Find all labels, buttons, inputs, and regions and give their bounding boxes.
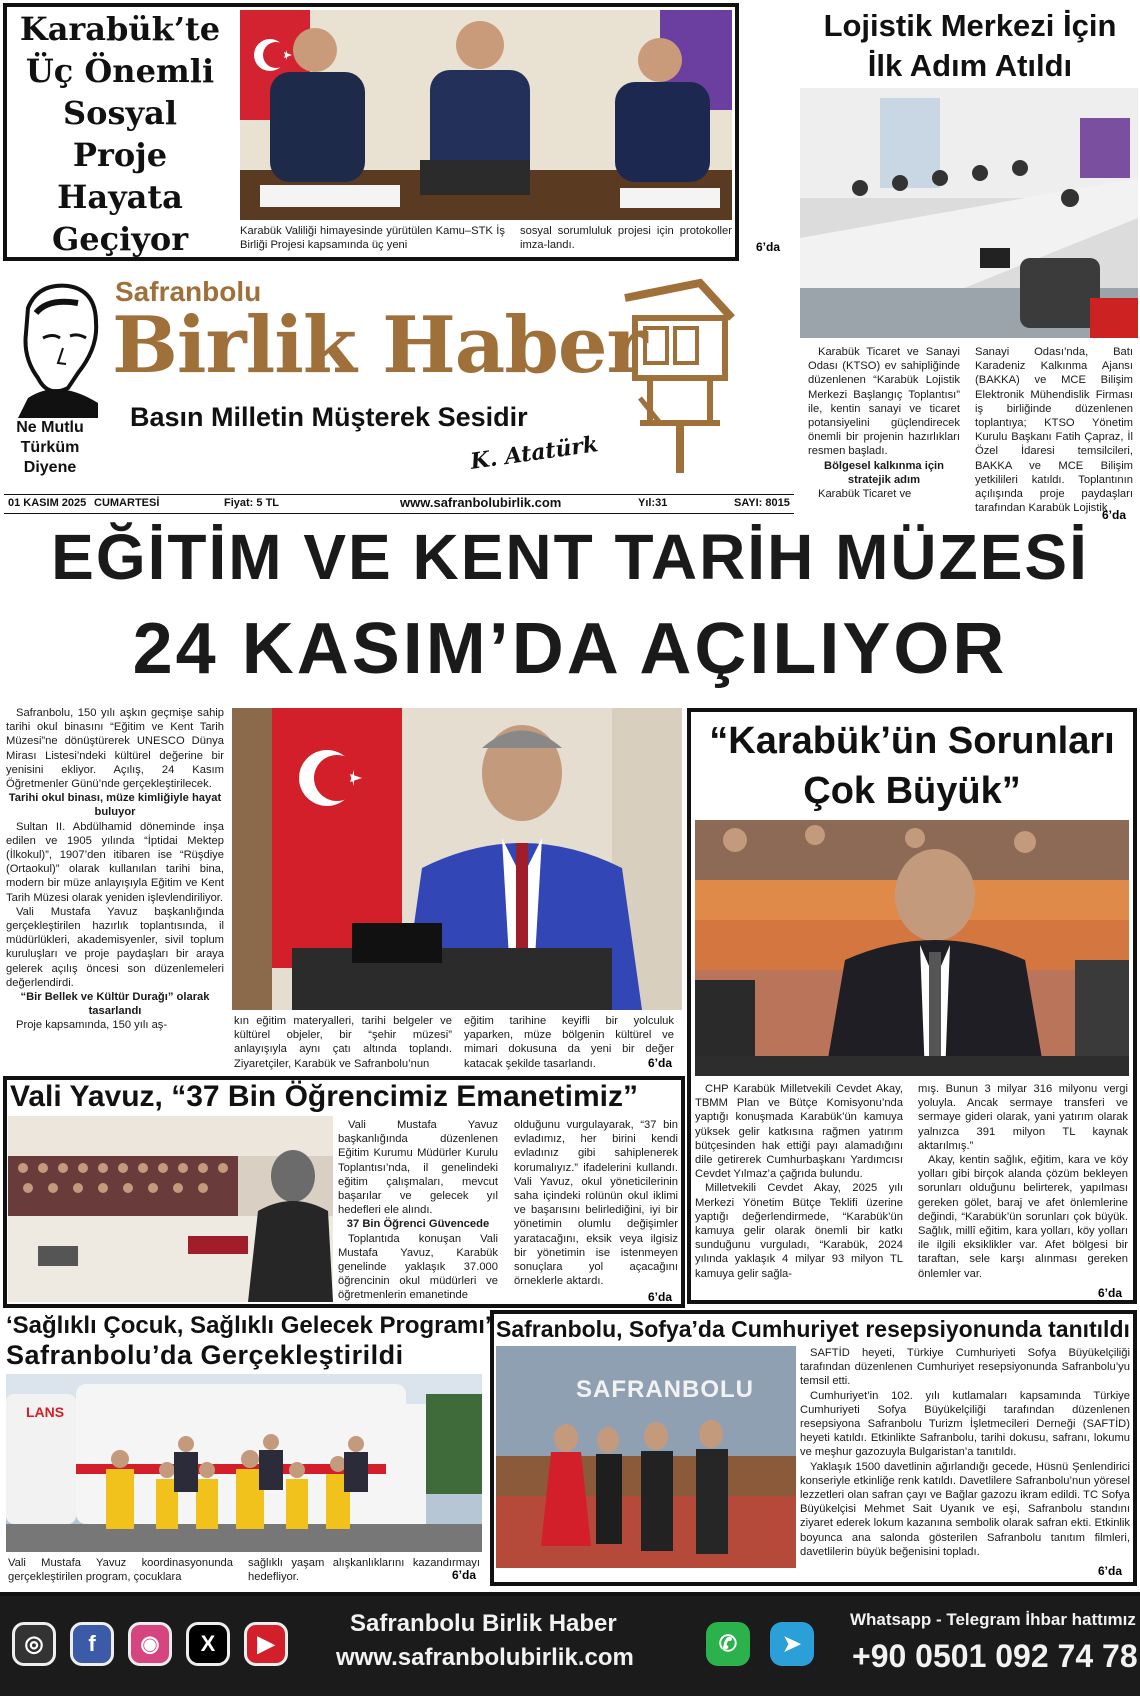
akay-parliament-photo [695,820,1129,1076]
logistics-col-2 [975,345,1133,515]
sofia-headline: Safranbolu, Sofya’da Cumhuriyet resepsiyonunda tanıtıldı [496,1316,1130,1342]
masthead-city: Safranbolu [115,276,262,307]
headline-line: Proje [72,136,168,174]
telegram-icon[interactable]: ➤ [770,1622,814,1666]
museum-subhead: “Bir Bellek ve Kültür Durağı” olarak tasarlandı [20,991,210,1018]
yavuz-paragraph: olduğunu vurgulayarak, “37 bin evladımız, her birini kendi evladınız gibi sahiplenerek korumalıyız.” ifadelerini kullandı. Vali Yavuz, okul yöneticilerinin saha içindeki rolünün okul iklimi ve başarısını belirlediğini, iyi bir yönetimin olumlu değişimler yaratacağını, eksik veya ilgisiz bir yönetimin ise istenmeyen sonuçlara yol açacağını örneklerle aktardı. [514,1119,678,1288]
ataturk-signature: K. Atatürk [468,431,600,475]
top-story-more-link[interactable]: 6’da [756,240,781,254]
logistics-col-1 [808,345,960,501]
akay-paragraph: Milletvekili Cevdet Akay, 2025 yılı Merkezi Yönetim Bütçe Teklifi üzerine yaptığı değerlendirmede, “Karabük’ün kamuya gelir olarak önemli bir katkı sunduğunu vurguladı, “Karabük, 2024 yılında yaklaşık 4 milyar 93 milyon TL kamuya gelir sağla- [695,1182,903,1280]
logistics-meeting-photo [800,88,1138,338]
facebook-icon[interactable]: f [70,1622,114,1666]
headline-line: Üç Önemli [25,52,215,90]
top-story-headline [10,8,230,260]
main-headline-2: 24 KASIM’DA AÇILIYOR [132,609,1008,689]
issue-date: 01 KASIM 2025 [8,497,87,509]
masthead-slogan: Basın Milletin Müşterek Sesidir [130,402,528,432]
sofia-backdrop-text: SAFRANBOLU [576,1376,754,1403]
ataturk-quote [4,418,96,478]
quote-line: Ne Mutlu [16,419,84,436]
sofia-paragraph: Yaklaşık 1500 davetlinin ağırlandığı gecede, Hüsnü Şenlendirici konseriyle etkinliğe renk katıldı. Davetlilere Safranbolu’nun yöresel lezzetleri olan safran çayı ve Bağlar gazozu ikram edildi. TC Sofya Büyükelçisi Mehmet Sait Uyanık ve eşi, Safranbolu standını ziyaret ederek lokum kazanına sembolik olarak safran ekti. Etkinlik boyunca ana salonda gösterilen Safranbolu tanıtım filmleri, davetlilerin büyük beğenisini topladı. [800,1460,1130,1558]
social-icons [12,1622,302,1666]
museum-caption-right: eğitim tarihine keyifli bir yolculuk yaparken, müze bölgenin kültürel ve mimari dokusuna da yeni bir değer katacak şekilde tasarlandı. [464,1015,674,1070]
museum-paragraph: Vali Mustafa Yavuz başkanlığında gerçekleştirilen hazırlık toplantısında, il müdürlükleri, akademisyenler, sivil toplum kuruluşları ve proje paydaşları bir araya gelerek açılış öncesi son düzenlemeleri değerlendirdi. [6,905,224,989]
akay-col-2 [918,1082,1128,1281]
headline-line: Lojistik Merkezi İçin [823,8,1117,43]
youtube-icon[interactable]: ▶ [244,1622,288,1666]
yavuz-paragraph: Vali Mustafa Yavuz başkanlığında düzenlenen Eğitim Kurumu Müdürler Kurulu Toplantısı’nda, il genelindeki eğitim çalışmaları, mevcut başarılar ve gelecek yıl hedefleri ele alındı. [338,1119,498,1217]
health-program-photo [6,1374,482,1552]
protocol-signing-photo [240,10,732,220]
museum-paragraph: Proje kapsamında, 150 yılı aş- [16,1019,168,1032]
museum-story-col [6,706,224,1033]
sofia-col [800,1346,1130,1559]
ambulance-group-illustration [6,1374,482,1552]
governor-photo [232,708,682,1010]
house-logo [620,278,735,478]
headline-line: Hayata [57,178,183,216]
headline-line: Karabük’te [19,10,221,48]
museum-caption-left: kın eğitim materyalleri, tarihi belgeler ve kültürel objeler, bir “şehir müzesi” anlayışıyla aynı çatı altında toplandı. Ziyaretçiler, Karabük ve Safranbolu’nun [234,1015,452,1070]
footer-bar [0,1592,1140,1696]
issue-number: SAYI: 8015 [734,497,790,509]
parliament-illustration [695,820,1129,1076]
yavuz-more-link[interactable]: 6’da [648,1290,673,1304]
top-story-caption-left: Karabük Valiliği himayesinde yürütülen Kamu–STK İş Birliği Projesi kapsamında üç yeni [240,225,505,252]
yavuz-col-2 [514,1118,678,1288]
sofia-reception-photo [496,1346,796,1568]
museum-more-link[interactable]: 6’da [648,1056,673,1070]
museum-paragraph: Safranbolu, 150 yılı aşkın geçmişe sahip tarihi okul binasını “Eğitim ve Kent Tarih Müzesi”ne dönüştürerek UNESCO Dünya Mirası Listesi’ndeki kültürel değerine bir yenisini ekliyor. Açılış, 24 Kasım Öğretmenler Günü’nde gerçekleştirilecek. [6,707,224,791]
yavuz-paragraph: Toplantıda konuşan Vali Mustafa Yavuz, Karabük genelinde yaklaşık 37.000 öğrencinin okul müdürleri ve öğretmenlerin emanetinde [338,1232,498,1302]
logistics-headline [800,6,1140,86]
issue-price: Fiyat: 5 TL [224,497,280,509]
top-story-caption-right: sosyal sorumluluk projesi için protokoller imza-landı. [520,225,732,252]
dribbble-icon[interactable]: ◎ [12,1622,56,1666]
akay-paragraph: mış. Bunun 3 milyar 316 milyonu vergi yoluyla. Ancak sermaye transferi ve sermaye gideri olarak, yani yatırım olarak yalnızca 391 milyon TL kaynak aktarılmış.” [918,1083,1128,1152]
logistics-paragraph: Sanayi Odası’nda, Batı Karadeniz Kalkınma Ajansı (BAKKA) ve MCE Bilişim Elektronik Mühendislik Firması iş birliğinde düzenlenen toplantıya; KTSO Yönetim Kurulu Başkanı Fatih Çapraz, İl Özel İdaresi temsilcileri, BAKKA ve MCE Bilişim yetkilileri katıldı. Toplantının açılışında proje paydaşları tarafından Karabük Lojistik [975,346,1133,515]
sofia-paragraph: SAFTİD heyeti, Türkiye Cumhuriyeti Sofya Büyükelçiliği tarafından düzenlenen Cumhuriyet resepsiyonunda Safranbolu’yu temsil etti. [800,1347,1130,1388]
website-link[interactable]: www.safranbolubirlik.com [400,495,562,510]
issue-weekday: CUMARTESİ [94,497,160,509]
governor-illustration [232,708,682,1010]
sofia-more-link[interactable]: 6’da [1098,1564,1123,1578]
health-more-link[interactable]: 6’da [452,1568,477,1582]
akay-paragraph: Akay, kentin sağlık, eğitim, kara ve köy yolları gibi birçok alanda çözüm bekleyen sorunları olduğunu belirterek, yapılması gereken gölet, baraj ve afet önlemlerine değindi, “Karabük’ün sorunları çok büyük. Sağlık, millî eğitim, kara yolları, köy yolları ile ilgili eksiklikler var. Afet bölgesi bir taraftan, sele karşı alınması gereken önlemler var. [918,1154,1128,1280]
headline-line: Çok Büyük” [803,770,1021,812]
conference-illustration [8,1116,333,1302]
ambulance-text: LANS [26,1404,65,1420]
quote-line: Türküm [20,439,80,456]
health-caption-left: Vali Mustafa Yavuz koordinasyonunda gerçekleştirilen program, çocuklara [8,1557,233,1584]
headline-line: “Karabük’ün Sorunları [709,720,1115,762]
ataturk-portrait [8,278,108,418]
main-headline-1: EĞİTİM VE KENT TARİH MÜZESİ [51,521,1089,593]
health-headline-2: Safranbolu’da Gerçekleştirildi [6,1340,404,1370]
house-logo-icon [620,278,735,478]
footer-website[interactable]: www.safranbolubirlik.com [336,1644,634,1671]
yavuz-headline: Vali Yavuz, “37 Bin Öğrencimiz Emanetimiz” [10,1080,639,1113]
footer-brand: Safranbolu Birlik Haber [350,1610,617,1637]
health-caption-right: sağlıklı yaşam alışkanlıklarını kazandırmayı hedefliyor. [248,1557,480,1584]
logistics-more-link[interactable]: 6’da [1102,508,1127,522]
museum-paragraph: Sultan II. Abdülhamid döneminde inşa edilen ve 1905 yılında “İptidai Mektep (İlkokul)”, 1907’den itibaren ise “Rüşdiye (Ortaokul)” olarak kullanılan tarihi bina, modern bir müze anlayışıyla Eğitim ve Kent Tarih Müzesi olarak yeniden işlevlendiriliyor. [6,820,224,904]
logistics-subhead: Bölgesel kalkınma için stratejik adım [823,459,944,486]
logistics-paragraph: Karabük Ticaret ve Sanayi Odası (KTSO) ev sahipliğinde düzenlenen “Karabük Lojistik Merkezi Başlangıç Toplantısı” ile, kentin sanayi ve ticaret potansiyelini güçlendirecek önemli bir projenin hazırlıkları resmen başladı. [808,346,960,458]
headline-line: Geçiyor [51,220,189,258]
ataturk-silhouette-icon [8,278,108,418]
sofia-paragraph: Cumhuriyet’in 102. yılı kutlamaları kapsamında Türkiye Cumhuriyeti Sofya Büyükelçiliği tarafından düzenlenen resepsiyona Safranbolu Turizm İşletmecileri Derneği (SAFTİD) heyeti katıldı. Etkinlikte Safranbolu, tarihi dokusu, safranı, lokumu ve meşhur gazozuyla Bulgaristan’a tanıtıldı. [800,1389,1130,1459]
signing-illustration [240,10,732,220]
logistics-paragraph: Karabük Ticaret ve [818,488,912,501]
headline-line: Sosyal [63,94,177,132]
hotline-phone[interactable]: +90 0501 092 74 78 [852,1638,1138,1674]
instagram-icon[interactable]: ◉ [128,1622,172,1666]
akay-paragraph: CHP Karabük Milletvekili Cevdet Akay, TBMM Plan ve Bütçe Komisyonu’nda yaptığı konuşmada Karabük’ün kamuya yüksek gelir katkısına rağmen yatırım bütçesinden hak ettiği payı alamadığını dile getirerek Cumhurbaşkanı Yardımcısı Cevdet Yılmaz’a çağrıda bulundu. [695,1083,903,1181]
issue-year: Yıl:31 [638,497,668,509]
yavuz-meeting-photo [8,1116,333,1302]
yavuz-subhead: 37 Bin Öğrenci Güvencede [346,1218,490,1231]
akay-more-link[interactable]: 6’da [1098,1286,1123,1300]
masthead-info-bar [4,494,794,514]
akay-col-1 [695,1082,903,1281]
meeting-illustration [800,88,1138,338]
hotline-label: Whatsapp - Telegram İhbar hattımız [850,1610,1136,1629]
quote-line: Diyene [23,459,77,476]
health-headline-1: ‘Sağlıklı Çocuk, Sağlıklı Gelecek Programı’ [6,1312,492,1339]
headline-line: İlk Adım Atıldı [867,48,1073,83]
museum-subhead: Tarihi okul binası, müze kimliğiyle hayat buluyor [8,792,222,819]
akay-headline [692,716,1132,816]
whatsapp-icon[interactable]: ✆ [706,1622,750,1666]
masthead-title: Birlik Haber [112,300,647,391]
yavuz-col-1 [338,1118,498,1303]
x-icon[interactable]: X [186,1622,230,1666]
